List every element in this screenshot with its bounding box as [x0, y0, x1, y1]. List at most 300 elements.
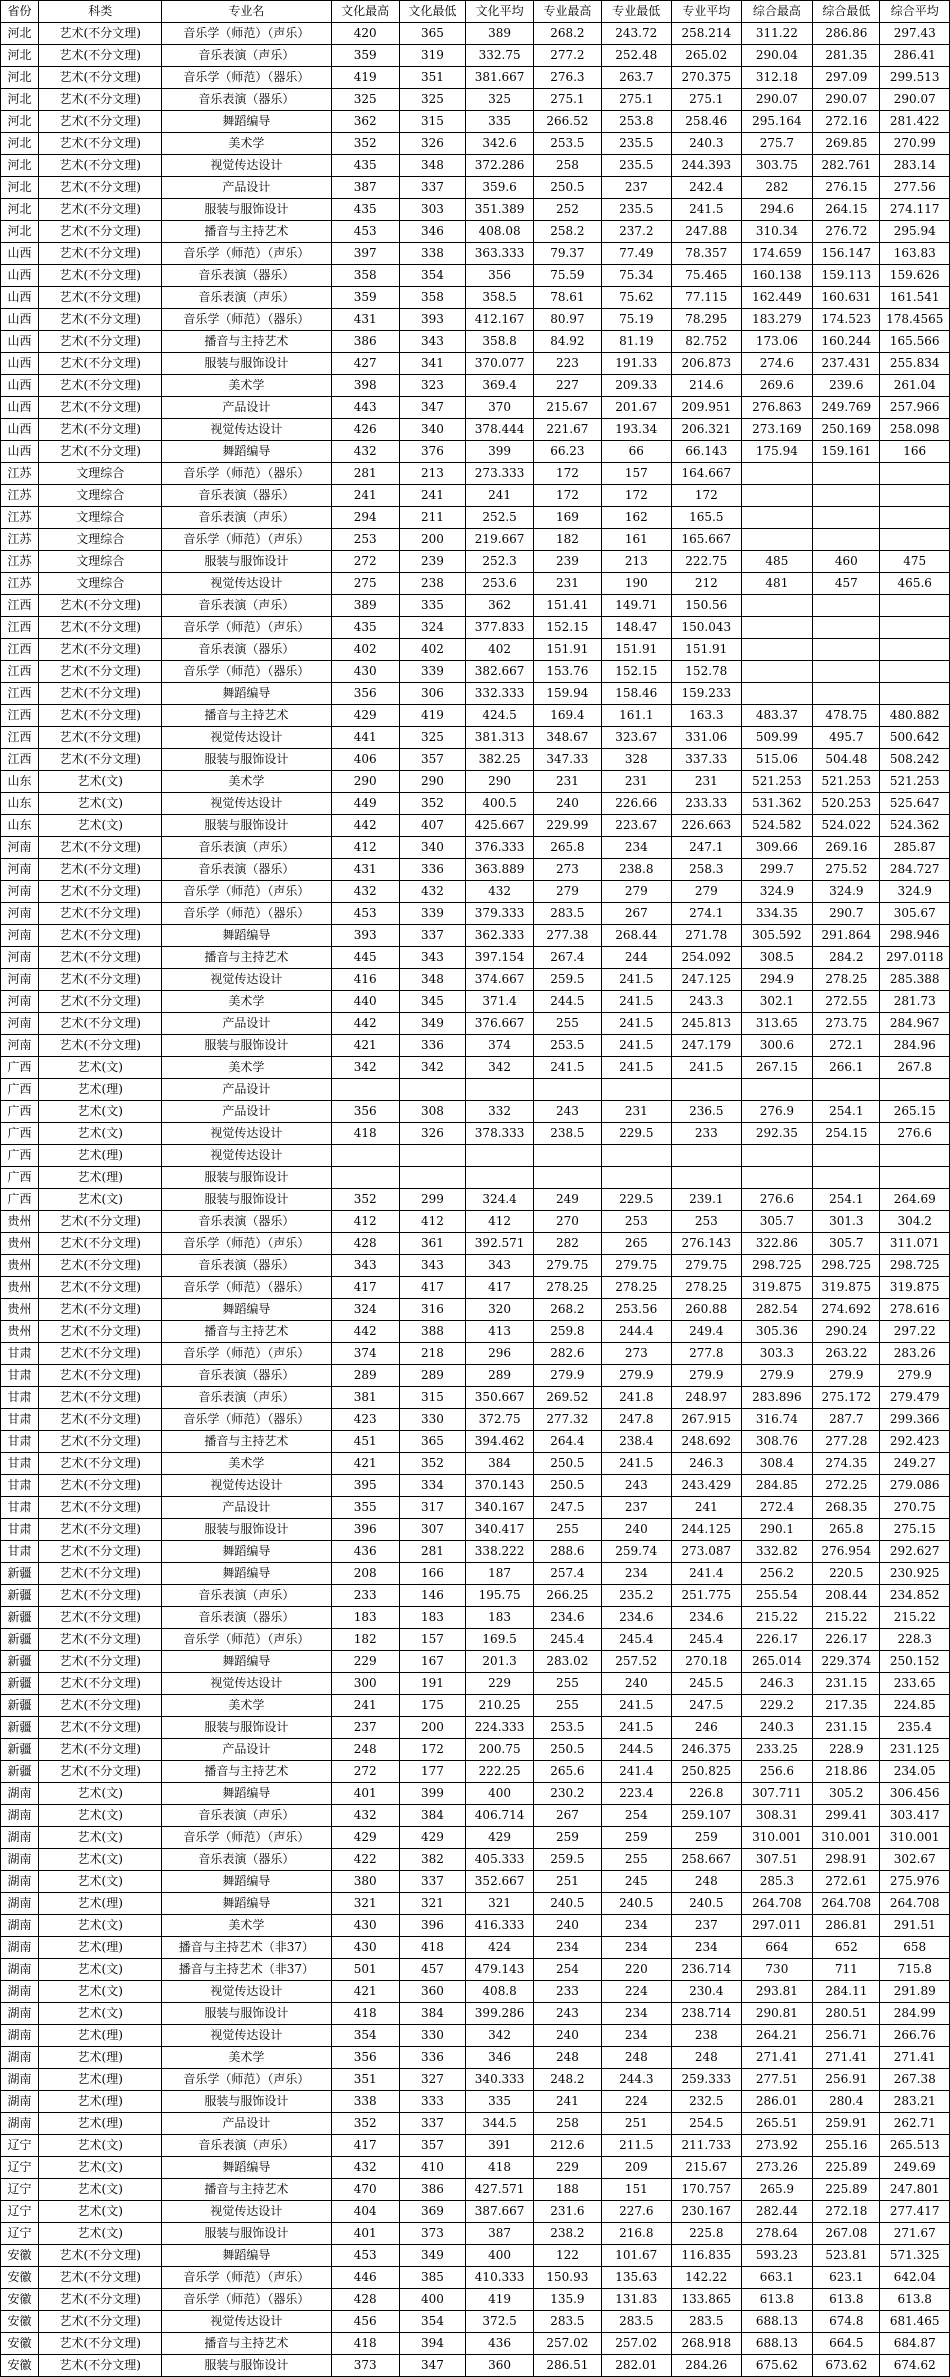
culture-max-cell: 272: [331, 551, 399, 573]
culture-max-cell: 356: [331, 1101, 399, 1123]
province-cell: 河北: [1, 67, 39, 89]
major-score-avg-cell: 82.752: [672, 331, 741, 353]
composite-min-cell: 264.15: [813, 199, 880, 221]
table-row: [1, 2245, 950, 2267]
table-row: [1, 89, 950, 111]
category-cell: 艺术(不分文理): [39, 1629, 162, 1651]
category-cell: 艺术(不分文理): [39, 1233, 162, 1255]
province-cell: 安徽: [1, 2245, 39, 2267]
province-cell: 江苏: [1, 507, 39, 529]
composite-max-cell: 267.15: [741, 1057, 813, 1079]
culture-avg-cell: 392.571: [465, 1233, 533, 1255]
province-cell: 山东: [1, 815, 39, 837]
major-score-avg-cell: 259.333: [672, 2069, 741, 2091]
major-cell: 视觉传达设计: [162, 1145, 331, 1167]
major-score-min-cell: 252.48: [601, 45, 672, 67]
major-score-avg-cell: 260.88: [672, 1299, 741, 1321]
composite-max-cell: [741, 683, 813, 705]
culture-min-cell: 157: [399, 1629, 465, 1651]
composite-avg-cell: 228.3: [880, 1629, 950, 1651]
composite-max-cell: 255.54: [741, 1585, 813, 1607]
composite-min-cell: 290.7: [813, 903, 880, 925]
table-row: [1, 1673, 950, 1695]
composite-max-cell: 233.25: [741, 1739, 813, 1761]
composite-max-cell: 276.863: [741, 397, 813, 419]
category-cell: 艺术(不分文理): [39, 1365, 162, 1387]
culture-max-cell: 229: [331, 1651, 399, 1673]
culture-avg-cell: 376.667: [465, 1013, 533, 1035]
composite-avg-cell: [880, 529, 950, 551]
culture-min-cell: 412: [399, 1211, 465, 1233]
composite-avg-cell: 298.946: [880, 925, 950, 947]
major-score-avg-cell: 222.75: [672, 551, 741, 573]
culture-avg-cell: 412: [465, 1211, 533, 1233]
culture-min-cell: 325: [399, 89, 465, 111]
composite-max-cell: 174.659: [741, 243, 813, 265]
header-cell: 文化平均: [465, 1, 533, 23]
composite-max-cell: 256.2: [741, 1563, 813, 1585]
composite-min-cell: 266.1: [813, 1057, 880, 1079]
culture-min-cell: 175: [399, 1695, 465, 1717]
table-row: [1, 881, 950, 903]
culture-max-cell: 275: [331, 573, 399, 595]
table-row: [1, 353, 950, 375]
composite-avg-cell: 281.422: [880, 111, 950, 133]
major-cell: 视觉传达设计: [162, 419, 331, 441]
major-cell: 舞蹈编导: [162, 1893, 331, 1915]
composite-avg-cell: 299.366: [880, 1409, 950, 1431]
major-cell: 音乐表演（声乐）: [162, 507, 331, 529]
composite-max-cell: 688.13: [741, 2333, 813, 2355]
culture-min-cell: 241: [399, 485, 465, 507]
major-score-avg-cell: 165.667: [672, 529, 741, 551]
composite-avg-cell: 233.65: [880, 1673, 950, 1695]
composite-min-cell: 268.35: [813, 1497, 880, 1519]
major-cell: 音乐学（师范）（声乐）: [162, 2267, 331, 2289]
table-row: [1, 1343, 950, 1365]
culture-avg-cell: 372.286: [465, 155, 533, 177]
major-score-max-cell: 268.2: [534, 23, 601, 45]
culture-min-cell: 290: [399, 771, 465, 793]
culture-min-cell: 399: [399, 1783, 465, 1805]
major-score-avg-cell: 206.321: [672, 419, 741, 441]
category-cell: 艺术(不分文理): [39, 353, 162, 375]
province-cell: 湖南: [1, 1937, 39, 1959]
culture-min-cell: 343: [399, 947, 465, 969]
culture-avg-cell: 224.333: [465, 1717, 533, 1739]
category-cell: 艺术(不分文理): [39, 1277, 162, 1299]
culture-avg-cell: 427.571: [465, 2179, 533, 2201]
culture-max-cell: 289: [331, 1365, 399, 1387]
major-cell: 音乐学（师范）（声乐）: [162, 23, 331, 45]
composite-min-cell: 460: [813, 551, 880, 573]
major-score-min-cell: 245.4: [601, 1629, 672, 1651]
category-cell: 艺术(理): [39, 1079, 162, 1101]
composite-max-cell: 264.21: [741, 2025, 813, 2047]
culture-avg-cell: 370.077: [465, 353, 533, 375]
major-cell: 视觉传达设计: [162, 2201, 331, 2223]
composite-max-cell: 509.99: [741, 727, 813, 749]
category-cell: 艺术(不分文理): [39, 155, 162, 177]
province-cell: 江西: [1, 727, 39, 749]
composite-max-cell: [741, 463, 813, 485]
major-score-max-cell: 250.5: [534, 1739, 601, 1761]
composite-avg-cell: 681.465: [880, 2311, 950, 2333]
major-cell: 舞蹈编导: [162, 1783, 331, 1805]
culture-min-cell: 347: [399, 397, 465, 419]
composite-min-cell: 301.3: [813, 1211, 880, 1233]
composite-max-cell: 521.253: [741, 771, 813, 793]
major-score-avg-cell: [672, 1079, 741, 1101]
major-score-avg-cell: 133.865: [672, 2289, 741, 2311]
category-cell: 艺术(不分文理): [39, 419, 162, 441]
province-cell: 甘肃: [1, 1387, 39, 1409]
composite-max-cell: [741, 1079, 813, 1101]
major-score-max-cell: 135.9: [534, 2289, 601, 2311]
major-score-avg-cell: 238.714: [672, 2003, 741, 2025]
category-cell: 艺术(文): [39, 815, 162, 837]
category-cell: 艺术(不分文理): [39, 1717, 162, 1739]
major-score-max-cell: 241.5: [534, 1057, 601, 1079]
composite-avg-cell: 271.67: [880, 2223, 950, 2245]
culture-avg-cell: 436: [465, 2333, 533, 2355]
major-score-avg-cell: 258.3: [672, 859, 741, 881]
culture-avg-cell: 362.333: [465, 925, 533, 947]
composite-min-cell: 160.244: [813, 331, 880, 353]
major-cell: 视觉传达设计: [162, 1673, 331, 1695]
province-cell: 湖南: [1, 1871, 39, 1893]
composite-min-cell: [813, 639, 880, 661]
composite-avg-cell: 249.27: [880, 1453, 950, 1475]
major-cell: 音乐表演（声乐）: [162, 2135, 331, 2157]
major-score-max-cell: 79.37: [534, 243, 601, 265]
composite-max-cell: [741, 1145, 813, 1167]
major-score-avg-cell: 258.667: [672, 1849, 741, 1871]
province-cell: 河北: [1, 23, 39, 45]
composite-avg-cell: 299.513: [880, 67, 950, 89]
category-cell: 艺术(文): [39, 1827, 162, 1849]
major-cell: 音乐学（师范）（声乐）: [162, 243, 331, 265]
table-row: [1, 1893, 950, 1915]
major-score-avg-cell: 274.1: [672, 903, 741, 925]
major-cell: 音乐学（师范）（器乐）: [162, 661, 331, 683]
composite-avg-cell: 267.38: [880, 2069, 950, 2091]
major-cell: 音乐表演（器乐）: [162, 859, 331, 881]
culture-min-cell: 337: [399, 177, 465, 199]
culture-max-cell: 401: [331, 2223, 399, 2245]
table-row: [1, 1981, 950, 2003]
category-cell: 艺术(不分文理): [39, 441, 162, 463]
composite-max-cell: 276.6: [741, 1189, 813, 1211]
composite-avg-cell: 258.098: [880, 419, 950, 441]
major-score-min-cell: 227.6: [601, 2201, 672, 2223]
culture-avg-cell: 253.6: [465, 573, 533, 595]
culture-max-cell: 426: [331, 419, 399, 441]
table-row: [1, 2003, 950, 2025]
culture-max-cell: 470: [331, 2179, 399, 2201]
culture-avg-cell: 210.25: [465, 1695, 533, 1717]
culture-avg-cell: 340.167: [465, 1497, 533, 1519]
major-score-max-cell: 215.67: [534, 397, 601, 419]
category-cell: 文理综合: [39, 529, 162, 551]
composite-min-cell: 299.41: [813, 1805, 880, 1827]
composite-max-cell: 290.07: [741, 89, 813, 111]
major-cell: 服装与服饰设计: [162, 2223, 331, 2245]
major-score-avg-cell: 240.3: [672, 133, 741, 155]
composite-avg-cell: 283.14: [880, 155, 950, 177]
culture-min-cell: 384: [399, 2003, 465, 2025]
category-cell: 艺术(文): [39, 1871, 162, 1893]
culture-min-cell: 360: [399, 1981, 465, 2003]
table-row: [1, 1453, 950, 1475]
header-row: [1, 1, 950, 23]
major-score-min-cell: 328: [601, 749, 672, 771]
major-score-min-cell: 101.67: [601, 2245, 672, 2267]
table-row: [1, 2179, 950, 2201]
major-score-max-cell: 277.2: [534, 45, 601, 67]
province-cell: 甘肃: [1, 1541, 39, 1563]
culture-min-cell: 396: [399, 1915, 465, 1937]
major-cell: 播音与主持艺术: [162, 2333, 331, 2355]
province-cell: 河南: [1, 837, 39, 859]
composite-avg-cell: 480.882: [880, 705, 950, 727]
major-score-max-cell: 278.25: [534, 1277, 601, 1299]
major-score-max-cell: 240: [534, 793, 601, 815]
composite-min-cell: 250.169: [813, 419, 880, 441]
culture-max-cell: 272: [331, 1761, 399, 1783]
major-score-min-cell: 244.5: [601, 1739, 672, 1761]
culture-avg-cell: 340.417: [465, 1519, 533, 1541]
culture-min-cell: 357: [399, 749, 465, 771]
major-score-max-cell: [534, 1145, 601, 1167]
culture-avg-cell: 377.833: [465, 617, 533, 639]
composite-max-cell: 303.3: [741, 1343, 813, 1365]
category-cell: 艺术(文): [39, 1057, 162, 1079]
composite-min-cell: 237.431: [813, 353, 880, 375]
major-score-max-cell: 231: [534, 573, 601, 595]
category-cell: 艺术(不分文理): [39, 661, 162, 683]
major-cell: 音乐学（师范）（器乐）: [162, 2289, 331, 2311]
header-cell: 专业名: [162, 1, 331, 23]
major-cell: 音乐学（师范）（器乐）: [162, 903, 331, 925]
major-score-min-cell: [601, 1145, 672, 1167]
composite-min-cell: 280.4: [813, 2091, 880, 2113]
major-score-min-cell: 220: [601, 1959, 672, 1981]
major-score-min-cell: 279.75: [601, 1255, 672, 1277]
composite-avg-cell: 249.69: [880, 2157, 950, 2179]
major-score-min-cell: 201.67: [601, 397, 672, 419]
table-row: [1, 1563, 950, 1585]
major-score-max-cell: 258: [534, 155, 601, 177]
table-row: [1, 1739, 950, 1761]
composite-max-cell: 300.6: [741, 1035, 813, 1057]
major-score-avg-cell: 258.214: [672, 23, 741, 45]
culture-min-cell: 303: [399, 199, 465, 221]
culture-max-cell: 401: [331, 1783, 399, 1805]
culture-min-cell: 340: [399, 837, 465, 859]
culture-min-cell: 349: [399, 1013, 465, 1035]
culture-avg-cell: 381.667: [465, 67, 533, 89]
composite-max-cell: 286.01: [741, 2091, 813, 2113]
culture-avg-cell: [465, 1145, 533, 1167]
category-cell: 艺术(不分文理): [39, 2355, 162, 2377]
province-cell: 湖南: [1, 1827, 39, 1849]
culture-max-cell: 446: [331, 2267, 399, 2289]
composite-max-cell: 269.6: [741, 375, 813, 397]
composite-max-cell: 183.279: [741, 309, 813, 331]
major-cell: 音乐表演（器乐）: [162, 1365, 331, 1387]
province-cell: 甘肃: [1, 1475, 39, 1497]
composite-avg-cell: 235.4: [880, 1717, 950, 1739]
province-cell: 广西: [1, 1145, 39, 1167]
major-score-avg-cell: 226.663: [672, 815, 741, 837]
composite-max-cell: [741, 1167, 813, 1189]
major-score-min-cell: 323.67: [601, 727, 672, 749]
composite-max-cell: 229.2: [741, 1695, 813, 1717]
culture-max-cell: 241: [331, 485, 399, 507]
major-score-max-cell: 253.5: [534, 1035, 601, 1057]
culture-max-cell: 417: [331, 2135, 399, 2157]
table-row: [1, 2333, 950, 2355]
major-score-avg-cell: 248: [672, 1871, 741, 1893]
major-score-avg-cell: 234: [672, 1937, 741, 1959]
culture-min-cell: 384: [399, 1805, 465, 1827]
culture-min-cell: 339: [399, 903, 465, 925]
composite-avg-cell: 270.75: [880, 1497, 950, 1519]
major-score-min-cell: 241.5: [601, 991, 672, 1013]
category-cell: 艺术(文): [39, 2135, 162, 2157]
province-cell: 甘肃: [1, 1453, 39, 1475]
composite-min-cell: 217.35: [813, 1695, 880, 1717]
major-score-avg-cell: 270.18: [672, 1651, 741, 1673]
composite-max-cell: 310.001: [741, 1827, 813, 1849]
category-cell: 艺术(文): [39, 1101, 162, 1123]
table-row: [1, 1145, 950, 1167]
composite-avg-cell: 284.96: [880, 1035, 950, 1057]
major-cell: 音乐表演（器乐）: [162, 639, 331, 661]
table-row: [1, 1211, 950, 1233]
culture-max-cell: 281: [331, 463, 399, 485]
major-cell: 舞蹈编导: [162, 441, 331, 463]
culture-min-cell: 457: [399, 1959, 465, 1981]
culture-max-cell: 432: [331, 2157, 399, 2179]
category-cell: 艺术(不分文理): [39, 1585, 162, 1607]
major-score-avg-cell: 279.9: [672, 1365, 741, 1387]
table-row: [1, 243, 950, 265]
province-cell: 江西: [1, 639, 39, 661]
composite-avg-cell: [880, 617, 950, 639]
category-cell: 文理综合: [39, 573, 162, 595]
province-cell: 甘肃: [1, 1497, 39, 1519]
table-row: [1, 749, 950, 771]
major-score-min-cell: 234: [601, 1937, 672, 1959]
culture-avg-cell: 352.667: [465, 1871, 533, 1893]
culture-min-cell: 348: [399, 969, 465, 991]
major-cell: 音乐学（师范）（声乐）: [162, 1233, 331, 1255]
culture-avg-cell: 416.333: [465, 1915, 533, 1937]
table-row: [1, 1695, 950, 1717]
major-score-min-cell: 241.5: [601, 1035, 672, 1057]
culture-avg-cell: 201.3: [465, 1651, 533, 1673]
culture-min-cell: 385: [399, 2267, 465, 2289]
culture-min-cell: 325: [399, 727, 465, 749]
culture-max-cell: 435: [331, 155, 399, 177]
composite-min-cell: 324.9: [813, 881, 880, 903]
category-cell: 艺术(不分文理): [39, 397, 162, 419]
culture-avg-cell: 241: [465, 485, 533, 507]
major-score-min-cell: 243.72: [601, 23, 672, 45]
major-cell: 美术学: [162, 1453, 331, 1475]
culture-min-cell: 400: [399, 2289, 465, 2311]
province-cell: 安徽: [1, 2289, 39, 2311]
major-score-avg-cell: 273.087: [672, 1541, 741, 1563]
composite-avg-cell: 234.852: [880, 1585, 950, 1607]
major-score-avg-cell: 270.375: [672, 67, 741, 89]
culture-min-cell: 334: [399, 1475, 465, 1497]
province-cell: 新疆: [1, 1651, 39, 1673]
major-score-min-cell: 244.4: [601, 1321, 672, 1343]
major-score-min-cell: 282.01: [601, 2355, 672, 2377]
culture-max-cell: 453: [331, 2245, 399, 2267]
table-row: [1, 177, 950, 199]
culture-avg-cell: 372.5: [465, 2311, 533, 2333]
major-score-max-cell: 259: [534, 1827, 601, 1849]
culture-max-cell: 352: [331, 133, 399, 155]
category-cell: 艺术(不分文理): [39, 1035, 162, 1057]
major-cell: 产品设计: [162, 177, 331, 199]
culture-max-cell: 358: [331, 265, 399, 287]
category-cell: 文理综合: [39, 551, 162, 573]
major-score-min-cell: 248: [601, 2047, 672, 2069]
table-row: [1, 67, 950, 89]
major-cell: 美术学: [162, 991, 331, 1013]
composite-max-cell: 324.9: [741, 881, 813, 903]
table-row: [1, 705, 950, 727]
province-cell: 江苏: [1, 529, 39, 551]
major-score-min-cell: 245: [601, 1871, 672, 1893]
major-score-min-cell: 162: [601, 507, 672, 529]
culture-max-cell: 412: [331, 837, 399, 859]
culture-avg-cell: 200.75: [465, 1739, 533, 1761]
composite-min-cell: [813, 485, 880, 507]
composite-min-cell: 231.15: [813, 1673, 880, 1695]
major-score-min-cell: 209: [601, 2157, 672, 2179]
composite-max-cell: 308.76: [741, 1431, 813, 1453]
culture-max-cell: 373: [331, 2355, 399, 2377]
table-row: [1, 683, 950, 705]
province-cell: 山西: [1, 353, 39, 375]
category-cell: 艺术(不分文理): [39, 617, 162, 639]
culture-min-cell: 348: [399, 155, 465, 177]
culture-avg-cell: 372.75: [465, 1409, 533, 1431]
composite-max-cell: 309.66: [741, 837, 813, 859]
culture-max-cell: 248: [331, 1739, 399, 1761]
category-cell: 艺术(不分文理): [39, 243, 162, 265]
culture-min-cell: 319: [399, 45, 465, 67]
major-score-max-cell: 152.15: [534, 617, 601, 639]
composite-min-cell: 229.374: [813, 1651, 880, 1673]
major-score-avg-cell: 241.5: [672, 1057, 741, 1079]
major-score-max-cell: 238.2: [534, 2223, 601, 2245]
category-cell: 艺术(不分文理): [39, 67, 162, 89]
major-cell: 音乐表演（器乐）: [162, 485, 331, 507]
major-score-avg-cell: 212: [672, 573, 741, 595]
major-score-min-cell: 267: [601, 903, 672, 925]
culture-max-cell: 418: [331, 2333, 399, 2355]
culture-max-cell: 420: [331, 23, 399, 45]
culture-min-cell: 346: [399, 221, 465, 243]
composite-min-cell: 159.161: [813, 441, 880, 463]
